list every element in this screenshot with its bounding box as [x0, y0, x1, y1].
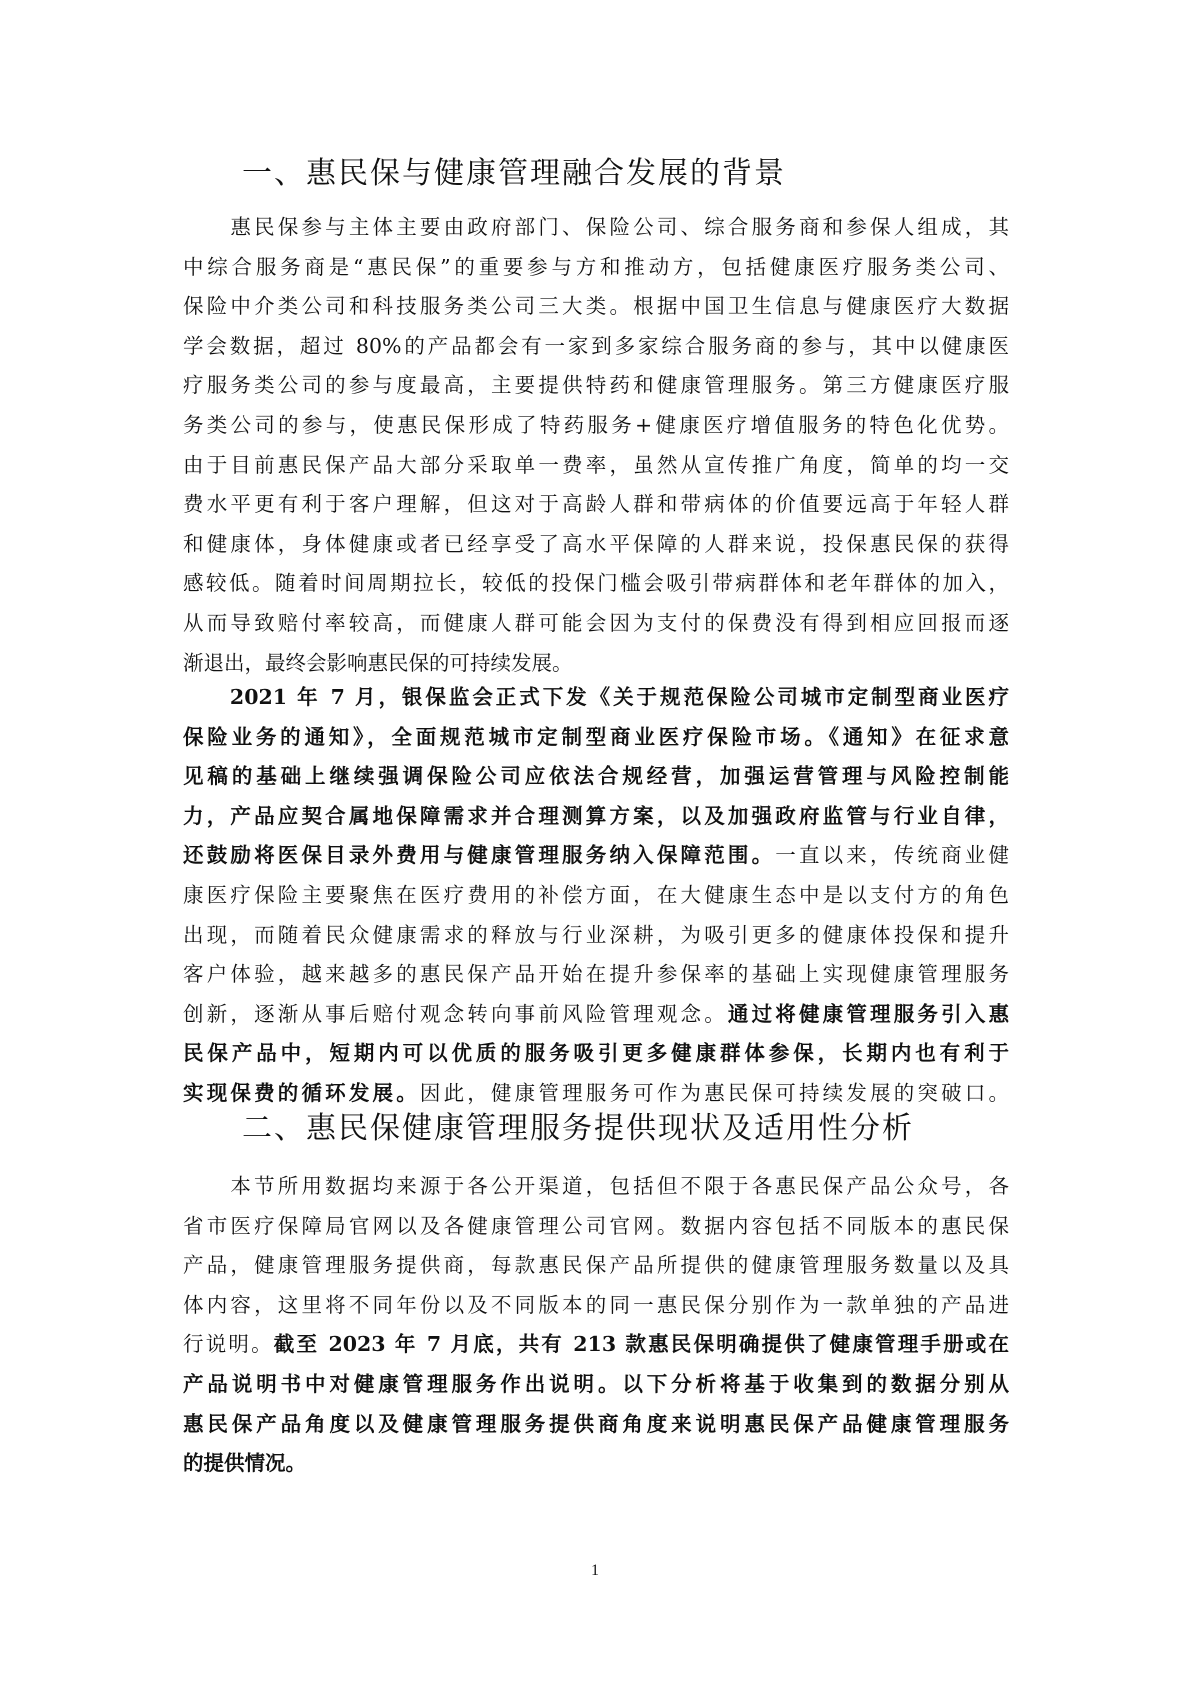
paragraph-line: 本节所用数据均来源于各公开渠道，包括但不限于各惠民保产品公众号，各: [183, 1174, 1009, 1198]
paragraph-line: 感较低。随着时间周期拉长，较低的投保门槛会吸引带病群体和老年群体的加入，: [183, 571, 1009, 596]
normal-run: 一直以来，传统商业健: [775, 843, 1009, 868]
paragraph-line: 保险中介类公司和科技服务类公司三大类。根据中国卫生信息与健康医疗大数据: [183, 294, 1009, 319]
section-1-paragraph-1: [183, 208, 1009, 683]
section-2-paragraph-1: [183, 1167, 1009, 1484]
bold-run: 通过将健康管理服务引入惠: [727, 1001, 1009, 1026]
section-1-heading: 一、惠民保与健康管理融合发展的背景: [242, 156, 786, 191]
paragraph-line-bold: 的提供情况。: [183, 1451, 306, 1476]
paragraph-line: 疗服务类公司的参与度最高，主要提供特药和健康管理服务。第三方健康医疗服: [183, 373, 1009, 398]
section-1-paragraph-2: [183, 678, 1009, 1114]
paragraph-line: 由于目前惠民保产品大部分采取单一费率，虽然从宣传推广角度，简单的均一交: [183, 452, 1009, 477]
paragraph-line-bold: 民保产品中，短期内可以优质的服务吸引更多健康群体参保，长期内也有利于: [183, 1041, 1009, 1066]
paragraph-line: 和健康体，身体健康或者已经享受了高水平保障的人群来说，投保惠民保的获得: [183, 531, 1009, 556]
paragraph-line: 省市医疗保障局官网以及各健康管理公司官网。数据内容包括不同版本的惠民保: [183, 1213, 1009, 1238]
paragraph-line-bold: 2021 年 7 月，银保监会正式下发《关于规范保险公司城市定制型商业医疗: [183, 685, 1009, 709]
paragraph-line: 惠民保参与主体主要由政府部门、保险公司、综合服务商和参保人组成，其: [183, 215, 1009, 239]
paragraph-line: 务类公司的参与，使惠民保形成了特药服务+健康医疗增值服务的特色化优势。: [183, 412, 1009, 437]
normal-run: 因此，健康管理服务可作为惠民保可持续发展的突破口。: [419, 1080, 1009, 1105]
paragraph-line-bold: 惠民保产品角度以及健康管理服务提供商角度来说明惠民保产品健康管理服务: [183, 1411, 1009, 1436]
paragraph-line-bold: 力，产品应契合属地保障需求并合理测算方案，以及加强政府监管与行业自律，: [183, 803, 1009, 828]
bold-run: 还鼓励将医保目录外费用与健康管理服务纳入保障范围。: [183, 843, 776, 868]
paragraph-line: 中综合服务商是“惠民保”的重要参与方和推动方，包括健康医疗服务类公司、: [183, 254, 1009, 279]
bold-run: 截至 2023 年 7 月底，共有 213 款惠民保明确提供了健康管理手册或在: [273, 1332, 1009, 1357]
section-2-heading: 二、惠民保健康管理服务提供现状及适用性分析: [242, 1111, 914, 1146]
paragraph-line: 费水平更有利于客户理解，但这对于高龄人群和带病体的价值要远高于年轻人群: [183, 492, 1009, 517]
paragraph-line: 出现，而随着民众健康需求的释放与行业深耕，为吸引更多的健康体投保和提升: [183, 922, 1009, 947]
normal-run: 创新，逐渐从事后赔付观念转向事前风险管理观念。: [183, 1001, 728, 1026]
paragraph-line: 体内容，这里将不同年份以及不同版本的同一惠民保分别作为一款单独的产品进: [183, 1292, 1009, 1317]
page-number: 1: [591, 1562, 599, 1579]
paragraph-line: 康医疗保险主要聚焦在医疗费用的补偿方面，在大健康生态中是以支付方的角色: [183, 882, 1009, 907]
paragraph-line: 渐退出，最终会影响惠民保的可持续发展。: [183, 650, 573, 675]
paragraph-line-bold: 见稿的基础上继续强调保险公司应依法合规经营，加强运营管理与风险控制能: [183, 764, 1009, 789]
paragraph-line-mixed: [183, 1074, 1009, 1114]
bold-run: 实现保费的循环发展。: [183, 1080, 420, 1105]
normal-run: 行说明。: [183, 1332, 274, 1357]
paragraph-line-mixed: [183, 1325, 1009, 1365]
paragraph-line: 产品，健康管理服务提供商，每款惠民保产品所提供的健康管理服务数量以及具: [183, 1253, 1009, 1278]
paragraph-line: 学会数据，超过 80%的产品都会有一家到多家综合服务商的参与，其中以健康医: [183, 333, 1009, 358]
paragraph-line: 客户体验，越来越多的惠民保产品开始在提升参保率的基础上实现健康管理服务: [183, 962, 1009, 987]
paragraph-line-bold: 保险业务的通知》，全面规范城市定制型商业医疗保险市场。《通知》在征求意: [183, 724, 1009, 749]
paragraph-line-mixed: [183, 836, 1009, 876]
paragraph-line: 从而导致赔付率较高，而健康人群可能会因为支付的保费没有得到相应回报而逐: [183, 610, 1009, 635]
paragraph-line-mixed: [183, 995, 1009, 1035]
paragraph-line-bold: 产品说明书中对健康管理服务作出说明。以下分析将基于收集到的数据分别从: [183, 1371, 1009, 1396]
